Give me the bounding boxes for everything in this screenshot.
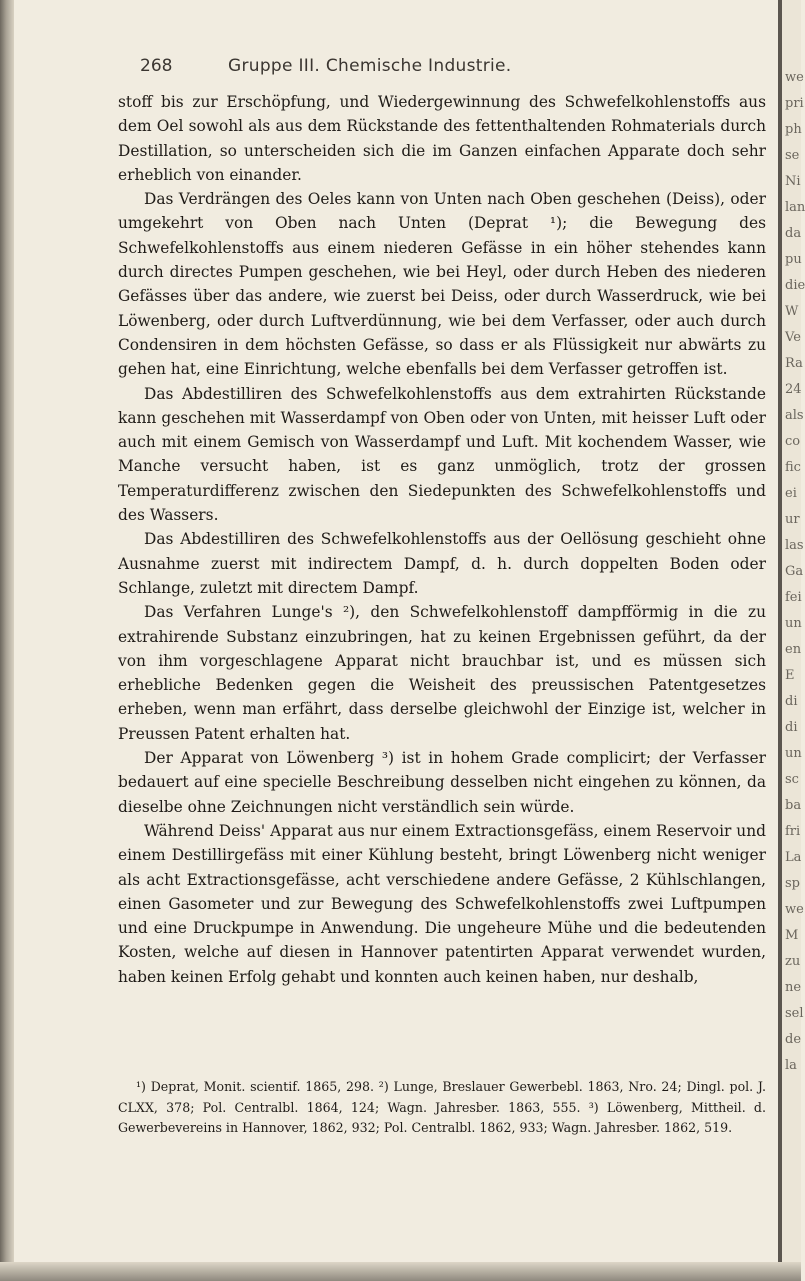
- adjacent-page-fragment: M: [785, 928, 799, 943]
- adjacent-page-fragment: un: [785, 616, 802, 631]
- adjacent-page-fragment: ei: [785, 486, 797, 501]
- adjacent-page-fragment: di: [785, 720, 798, 735]
- adjacent-page-fragment: Ve: [785, 330, 801, 345]
- adjacent-page-fragment: un: [785, 746, 802, 761]
- adjacent-page-fragment: die: [785, 278, 805, 293]
- book-page: [48, 56, 766, 1135]
- adjacent-page-fragment: da: [785, 226, 802, 241]
- adjacent-page-fragment: sp: [785, 876, 800, 891]
- adjacent-page-fragment: di: [785, 694, 798, 709]
- adjacent-page-fragment: en: [785, 642, 802, 657]
- paragraph-5: Das Verfahren Lunge's ²), den Schwefelkohlenstoff dampfförmig in die zu extrahirende Substanz einzubringen, hat zu keinen Ergebnissen geführt, da der von ihm vorgeschlagene Apparat nicht brauchbar ist, und es müssen sich erhebliche Bedenken gegen die Weisheit des preussischen Patentgesetzes erheben, wenn man erfährt, dass derselbe gleichwohl der Einzige ist, welcher in Preussen Patent erhalten hat.: [118, 603, 766, 743]
- adjacent-page-fragment: lan: [785, 200, 805, 215]
- paragraph-1: stoff bis zur Erschöpfung, und Wiedergewinnung des Schwefelkohlenstoffs aus dem Oel sowohl als aus dem Rückstande des fettenthaltenden Rohmaterials durch Destillation, so unterscheiden sich die im Ganzen einfachen Apparate doch sehr erheblich von einander.: [118, 93, 766, 184]
- adjacent-page-fragment: fic: [785, 460, 801, 475]
- paragraph-3: Das Abdestilliren des Schwefelkohlenstoffs aus dem extrahirten Rückstande kann geschehen mit Wasserdampf von Oben oder von Unten, mit heisser Luft oder auch mit einem Gemisch von Wasserdampf und Luft. Mit kochendem Wasser, wie Manche versucht haben, ist es ganz unmöglich, trotz der grossen Temperaturdifferenz zwischen den Siedepunkten des Schwefelkohlenstoffs und des Wassers.: [118, 384, 766, 525]
- adjacent-page-fragment: ph: [785, 122, 802, 137]
- adjacent-page-fragment: de: [785, 1032, 802, 1047]
- adjacent-page-fragment: pri: [785, 96, 804, 111]
- bottom-shadow: [0, 1262, 801, 1281]
- adjacent-page-fragment: ur: [785, 512, 800, 527]
- adjacent-page-fragment: La: [785, 850, 802, 865]
- adjacent-page-fragment: E: [785, 668, 795, 683]
- adjacent-page-fragment: zu: [785, 954, 801, 969]
- running-title: Gruppe III. Chemische Industrie.: [228, 56, 512, 76]
- binding-gutter: [0, 0, 14, 1281]
- running-header: [48, 56, 760, 84]
- footnotes: [118, 1077, 766, 1139]
- adjacent-page-fragment: we: [785, 70, 804, 85]
- adjacent-page-fragment: las: [785, 538, 804, 553]
- page-number: 268: [140, 56, 173, 76]
- paragraph-7: Während Deiss' Apparat aus nur einem Extractionsgefäss, einem Reservoir und einem Destillirgefäss mit einer Kühlung besteht, bringt Löwenberg nicht weniger als acht Extractionsgefässe, acht verschiedene andere Gefässe, 2 Kühlschlangen, einen Gasometer und zur Bewegung des Schwefelkohlenstoffs zwei Luftpumpen und eine Druckpumpe in Anwendung. Die ungeheure Mühe und die bedeutenden Kosten, welche auf diesen in Hannover patentirten Apparat verwendet wurden, haben keinen Erfolg gehabt und konnten auch keinen haben, nur deshalb,: [118, 821, 766, 986]
- adjacent-page-fragment: sel: [785, 1006, 804, 1021]
- footnote-text: ¹) Deprat, Monit. scientif. 1865, 298. ²) Lunge, Breslauer Gewerbebl. 1863, Nro. 24; Dingl. pol. J. CLXX, 378; Pol. Centralbl. 1864, 124; Wagn. Jahresber. 1863, 555. ³) Löwenberg, Mittheil. d. Gewerbevereins in Hannover, 1862, 932; Pol. Centralbl. 1862, 933; Wagn. Jahresber. 1862, 519.: [118, 1079, 766, 1135]
- body-text: [118, 90, 766, 989]
- paragraph-6: Der Apparat von Löwenberg ³) ist in hohem Grade complicirt; der Verfasser bedauert auf eine specielle Beschreibung desselben nicht eingehen zu können, da dieselbe ohne Zeichnungen nicht verständlich sein würde.: [118, 749, 766, 816]
- adjacent-page-fragment: pu: [785, 252, 802, 267]
- adjacent-page-fragment: la: [785, 1058, 797, 1073]
- paragraph-2: Das Verdrängen des Oeles kann von Unten nach Oben geschehen (Deiss), oder umgekehrt von Oben nach Unten (Deprat ¹); die Bewegung des Schwefelkohlenstoffs aus einem niederen Gefässe in ein höher stehendes kann durch directes Pumpen geschehen, wie bei Heyl, oder durch Heben des niederen Gefässes über das andere, wie zuerst bei Deiss, oder durch Wasserdruck, wie bei Löwenberg, oder durch Luftverdünnung, wie bei dem Verfasser, oder auch durch Condensiren in dem höchsten Gefässe, so dass er als Flüssigkeit nur abwärts zu gehen hat, eine Einrichtung, welche ebenfalls bei dem Verfasser getroffen ist.: [118, 190, 766, 379]
- adjacent-page-fragment: als: [785, 408, 804, 423]
- adjacent-page-fragment: ne: [785, 980, 802, 995]
- adjacent-page-fragment: 24: [785, 382, 802, 397]
- adjacent-page-fragment: sc: [785, 772, 799, 787]
- adjacent-page-fragment: Ra: [785, 356, 803, 371]
- adjacent-page-fragment: se: [785, 148, 800, 163]
- adjacent-page-fragment: Ni: [785, 174, 801, 189]
- adjacent-page-fragment: Ga: [785, 564, 804, 579]
- adjacent-page-fragment: W: [785, 304, 799, 319]
- adjacent-page-fragment: fri: [785, 824, 801, 839]
- paragraph-4: Das Abdestilliren des Schwefelkohlenstoffs aus der Oellösung geschieht ohne Ausnahme zuerst mit indirectem Dampf, d. h. durch doppelten Boden oder Schlange, zuletzt mit directem Dampf.: [118, 530, 766, 597]
- adjacent-page-fragment: fei: [785, 590, 802, 605]
- adjacent-page-strip: [782, 0, 805, 1281]
- adjacent-page-fragment: co: [785, 434, 801, 449]
- adjacent-page-fragment: ba: [785, 798, 802, 813]
- adjacent-page-fragment: we: [785, 902, 804, 917]
